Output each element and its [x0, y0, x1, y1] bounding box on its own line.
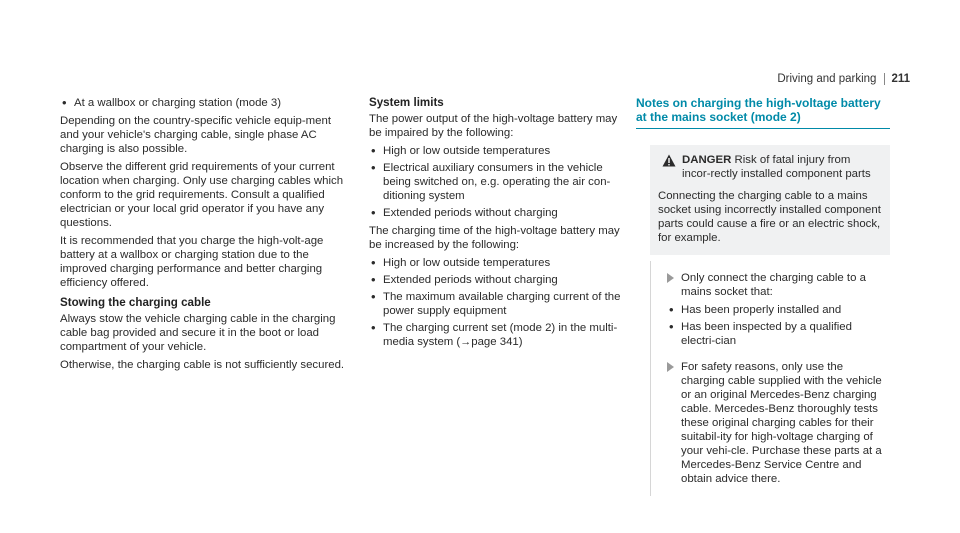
list-item: • Extended periods without charging	[369, 206, 624, 220]
mains-socket-requirements-list	[667, 303, 882, 348]
list-item: • High or low outside temperatures	[369, 144, 624, 158]
list-item: • Has been inspected by a qualified electri-cian	[667, 320, 882, 348]
page-reference-link[interactable]: page 341	[471, 336, 519, 348]
danger-label: DANGER	[682, 154, 732, 166]
page-header	[777, 73, 910, 85]
danger-title-text: Risk of fatal injury from incor-rectly installed component parts	[682, 154, 871, 180]
instruction-step: For safety reasons, only use the charging cable supplied with the vehicle or an original Mercedes-Benz charging cable. Mercedes-Benz thoroughly tests these original charging cables for their suitabil-ity for high-voltage charging of your vehi-cle. Purchase these parts at a Mercedes-Benz Service Centre and obtain advice there.	[659, 360, 882, 486]
list-item: • The maximum available charging current of the power supply equipment	[369, 290, 624, 318]
paragraph: It is recommended that you charge the high-volt-age battery at a wallbox or charging station due to the improved charging performance and better charging efficiency offered.	[60, 235, 324, 289]
list-item: • At a wallbox or charging station (mode 3)	[60, 96, 350, 110]
instruction-step: Only connect the charging cable to a mains socket that:	[659, 271, 882, 299]
power-output-list	[369, 144, 624, 220]
play-arrow-icon	[667, 273, 674, 283]
warning-triangle-icon	[662, 154, 676, 167]
arrow-right-icon: →	[460, 336, 472, 348]
paragraph: Always stow the vehicle charging cable in the charging cable bag provided and secure it in the boot or load compartment of your vehicle.	[60, 313, 336, 353]
charging-time-list	[369, 256, 624, 349]
paragraph: The charging time of the high-voltage battery may be increased by the following:	[369, 225, 620, 251]
section-heading-mains-socket: Notes on charging the high-voltage battery at the mains socket (mode 2)	[636, 96, 890, 129]
column-2	[369, 96, 624, 353]
paragraph: Observe the different grid requirements of your current location when charging. Only use charging cables which conform to the grid requirements. Consult a qualified electrician or your local grid operator if you have any questions.	[60, 161, 344, 229]
subheading-stowing-cable: Stowing the charging cable	[60, 296, 211, 309]
play-arrow-icon	[667, 362, 674, 372]
danger-title	[658, 153, 882, 181]
list-item: • The charging current set (mode 2) in the multi-media system (→page 341)	[369, 321, 624, 349]
paragraph: The power output of the high-voltage battery may be impaired by the following:	[369, 113, 618, 139]
paragraph: Depending on the country-specific vehicle equip-ment and your vehicle's charging cable, single phase AC charging is also possible.	[60, 115, 332, 155]
instructions-box	[650, 261, 890, 496]
list-item: • Has been properly installed and	[667, 303, 882, 317]
column-1	[60, 96, 350, 376]
list-item: • Electrical auxiliary consumers in the vehicle being switched on, e.g. operating the air con-ditioning system	[369, 161, 624, 203]
list-item: • Extended periods without charging	[369, 273, 624, 287]
column-3	[636, 96, 890, 496]
list-item: • High or low outside temperatures	[369, 256, 624, 270]
section-title: Driving and parking	[777, 73, 877, 85]
danger-notice	[650, 145, 890, 255]
page-number: 211	[884, 73, 910, 85]
subheading-system-limits: System limits	[369, 96, 444, 109]
charging-location-list	[60, 96, 350, 110]
danger-body-text: Connecting the charging cable to a mains socket using incorrectly installed component parts could cause a fire or an electric shock, for example.	[658, 190, 881, 244]
paragraph: Otherwise, the charging cable is not sufficiently secured.	[60, 359, 345, 371]
